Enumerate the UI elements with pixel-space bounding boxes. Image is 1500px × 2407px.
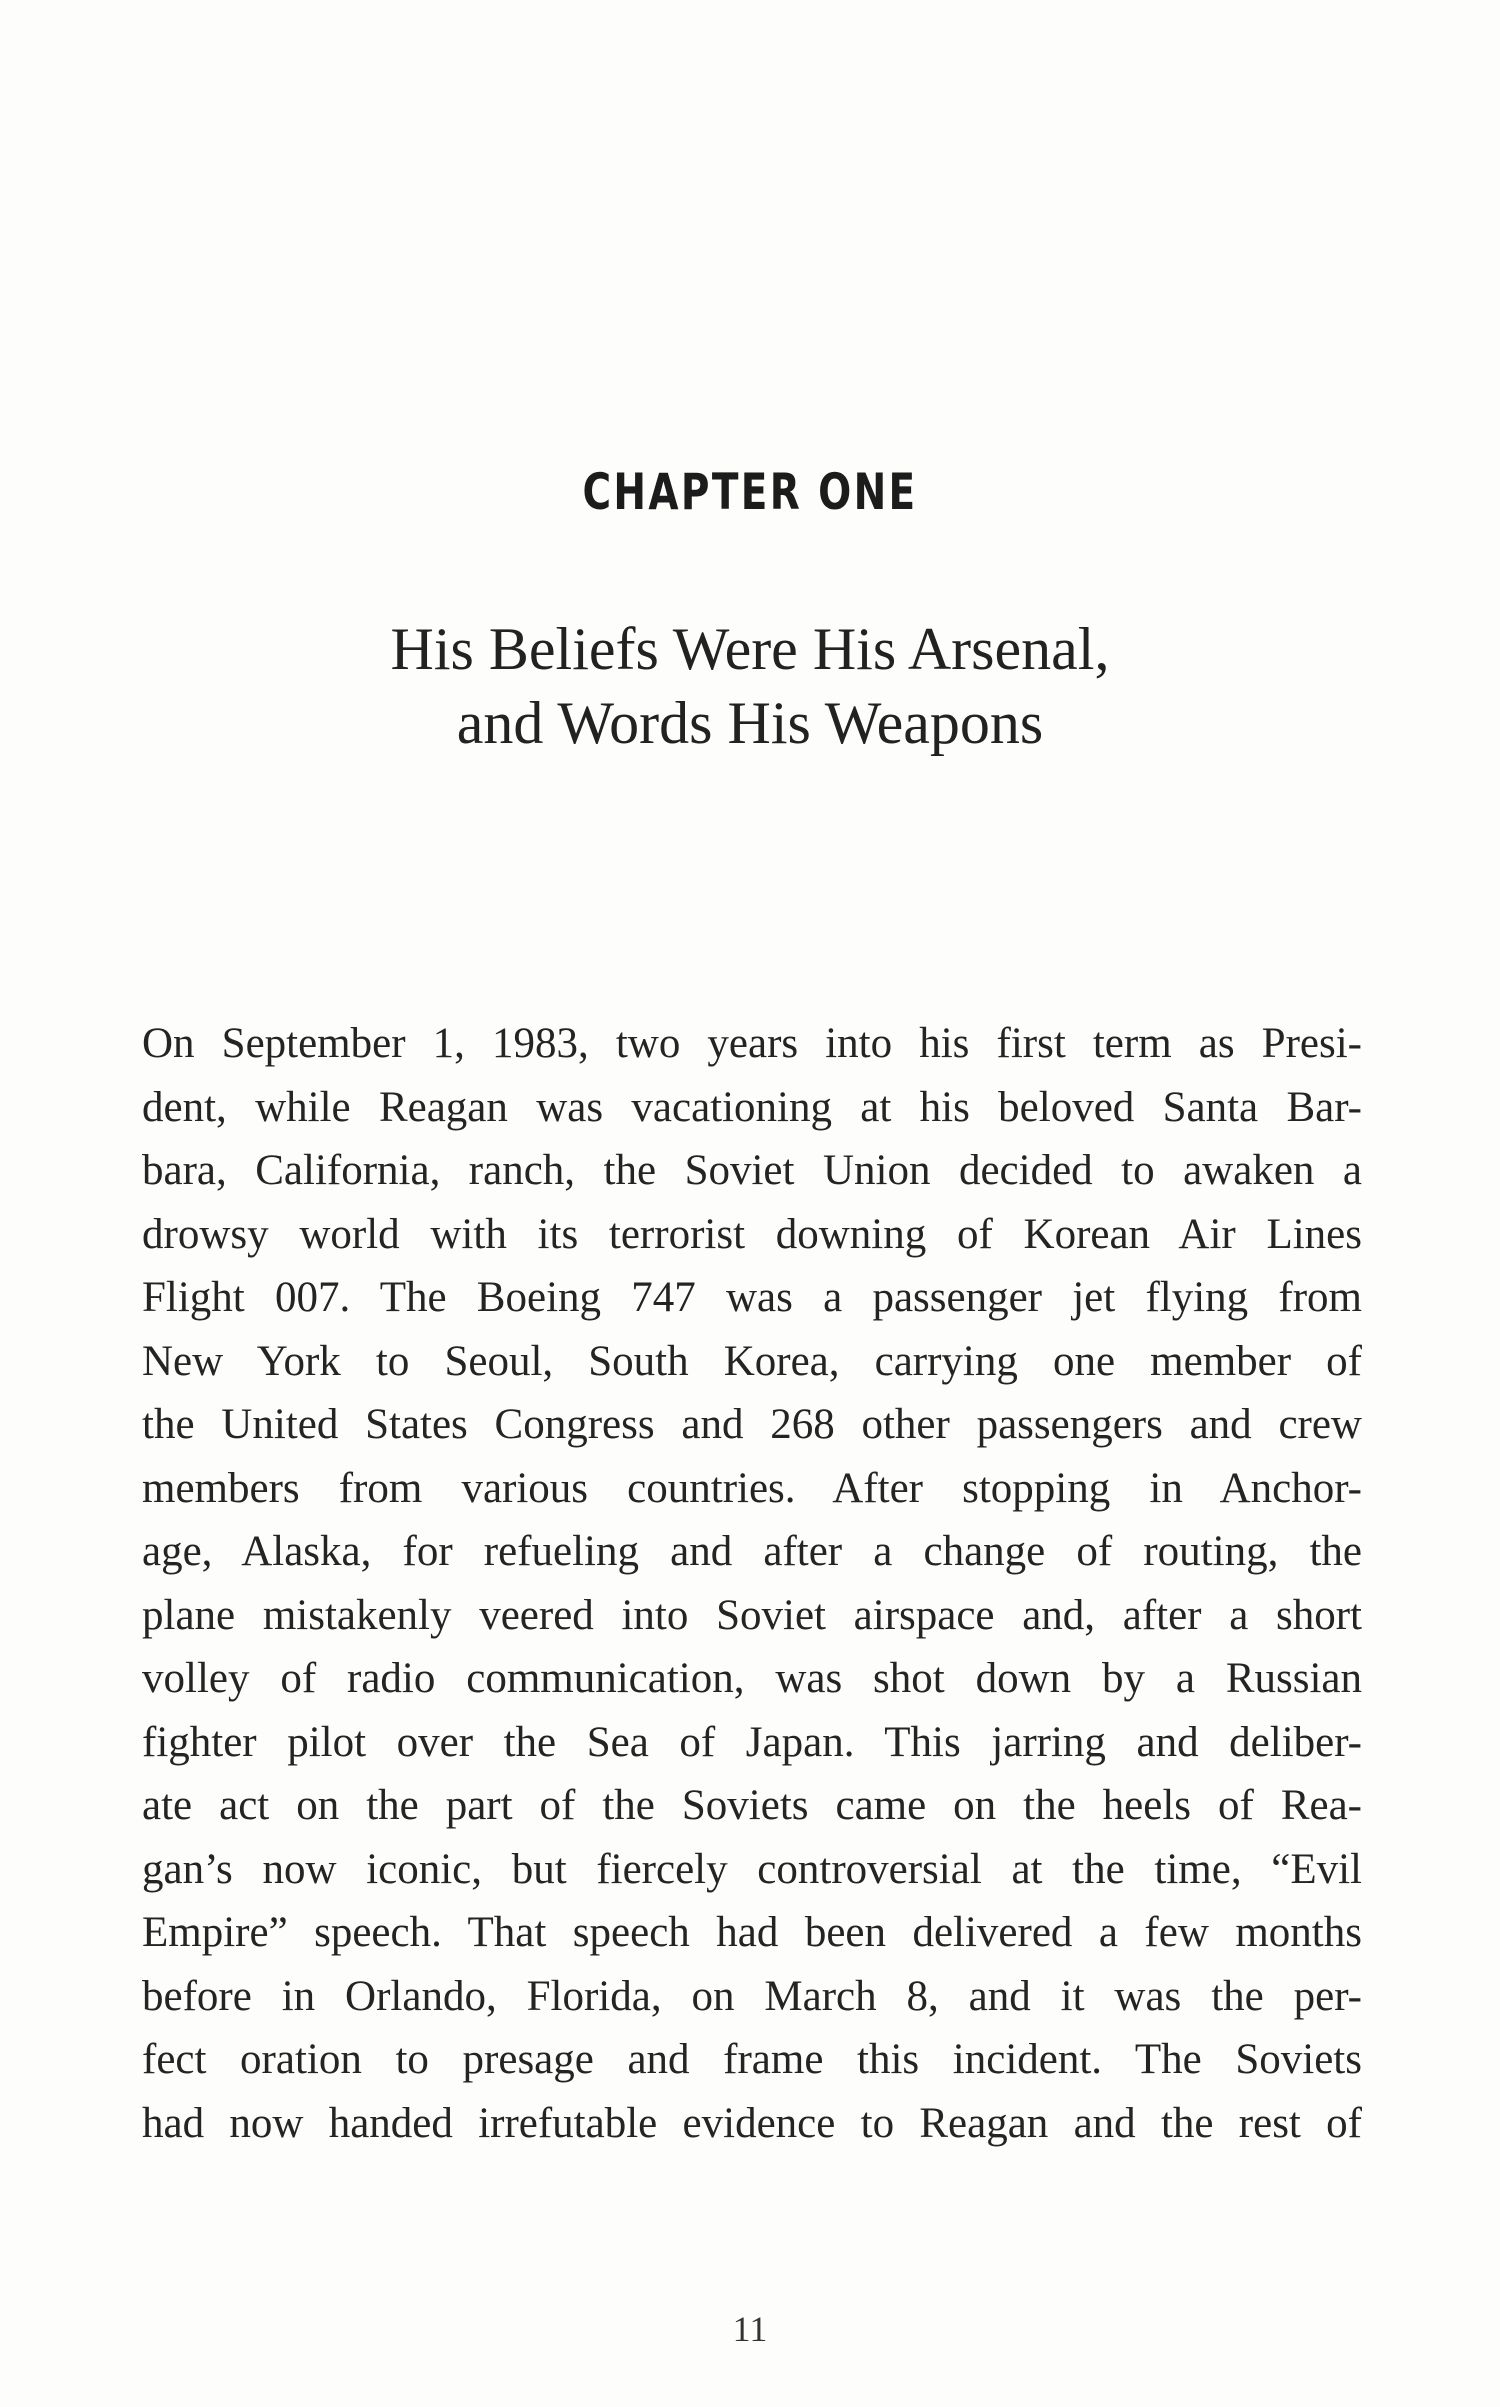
body-line: Empire” speech. That speech had been delivered a few months (142, 1909, 1362, 1956)
body-line: had now handed irrefutable evidence to Reagan and the rest of (142, 2099, 1362, 2147)
body-line: volley of radio communication, was shot down by a Russian (142, 1655, 1362, 1702)
body-line: New York to Seoul, South Korea, carrying one member of (142, 1337, 1362, 1385)
body-line: age, Alaska, for refueling and after a change of routing, the (142, 1528, 1362, 1575)
body-line: fighter pilot over the Sea of Japan. This jarring and deliber- (142, 1718, 1362, 1766)
body-line: ate act on the part of the Soviets came on the heels of Rea- (142, 1782, 1362, 1829)
chapter-title-line-1: His Beliefs Were His Arsenal, (390, 616, 1110, 682)
body-line: the United States Congress and 268 other passengers and crew (142, 1401, 1362, 1448)
page-number: 11 (732, 2309, 768, 2349)
body-line: dent, while Reagan was vacationing at his beloved Santa Bar- (142, 1083, 1362, 1131)
body-line: drowsy world with its terrorist downing of Korean Air Lines (142, 1210, 1362, 1258)
body-line: bara, California, ranch, the Soviet Union decided to awaken a (142, 1147, 1362, 1194)
body-paragraph (142, 1012, 1362, 2155)
body-line: On September 1, 1983, two years into his first term as Presi- (142, 1020, 1362, 1067)
body-line: before in Orlando, Florida, on March 8, and it was the per- (142, 1972, 1362, 2020)
chapter-label: CHAPTER ONE (582, 463, 918, 521)
chapter-title-line-2: and Words His Weapons (456, 690, 1044, 756)
chapter-title (0, 612, 1500, 760)
body-line: gan’s now iconic, but fiercely controversial at the time, “Evil (142, 1845, 1362, 1893)
body-line: Flight 007. The Boeing 747 was a passenger jet flying from (142, 1274, 1362, 1321)
body-line: plane mistakenly veered into Soviet airspace and, after a short (142, 1591, 1362, 1639)
body-line: fect oration to presage and frame this incident. The Soviets (142, 2036, 1362, 2083)
body-line: members from various countries. After stopping in Anchor- (142, 1464, 1362, 1512)
